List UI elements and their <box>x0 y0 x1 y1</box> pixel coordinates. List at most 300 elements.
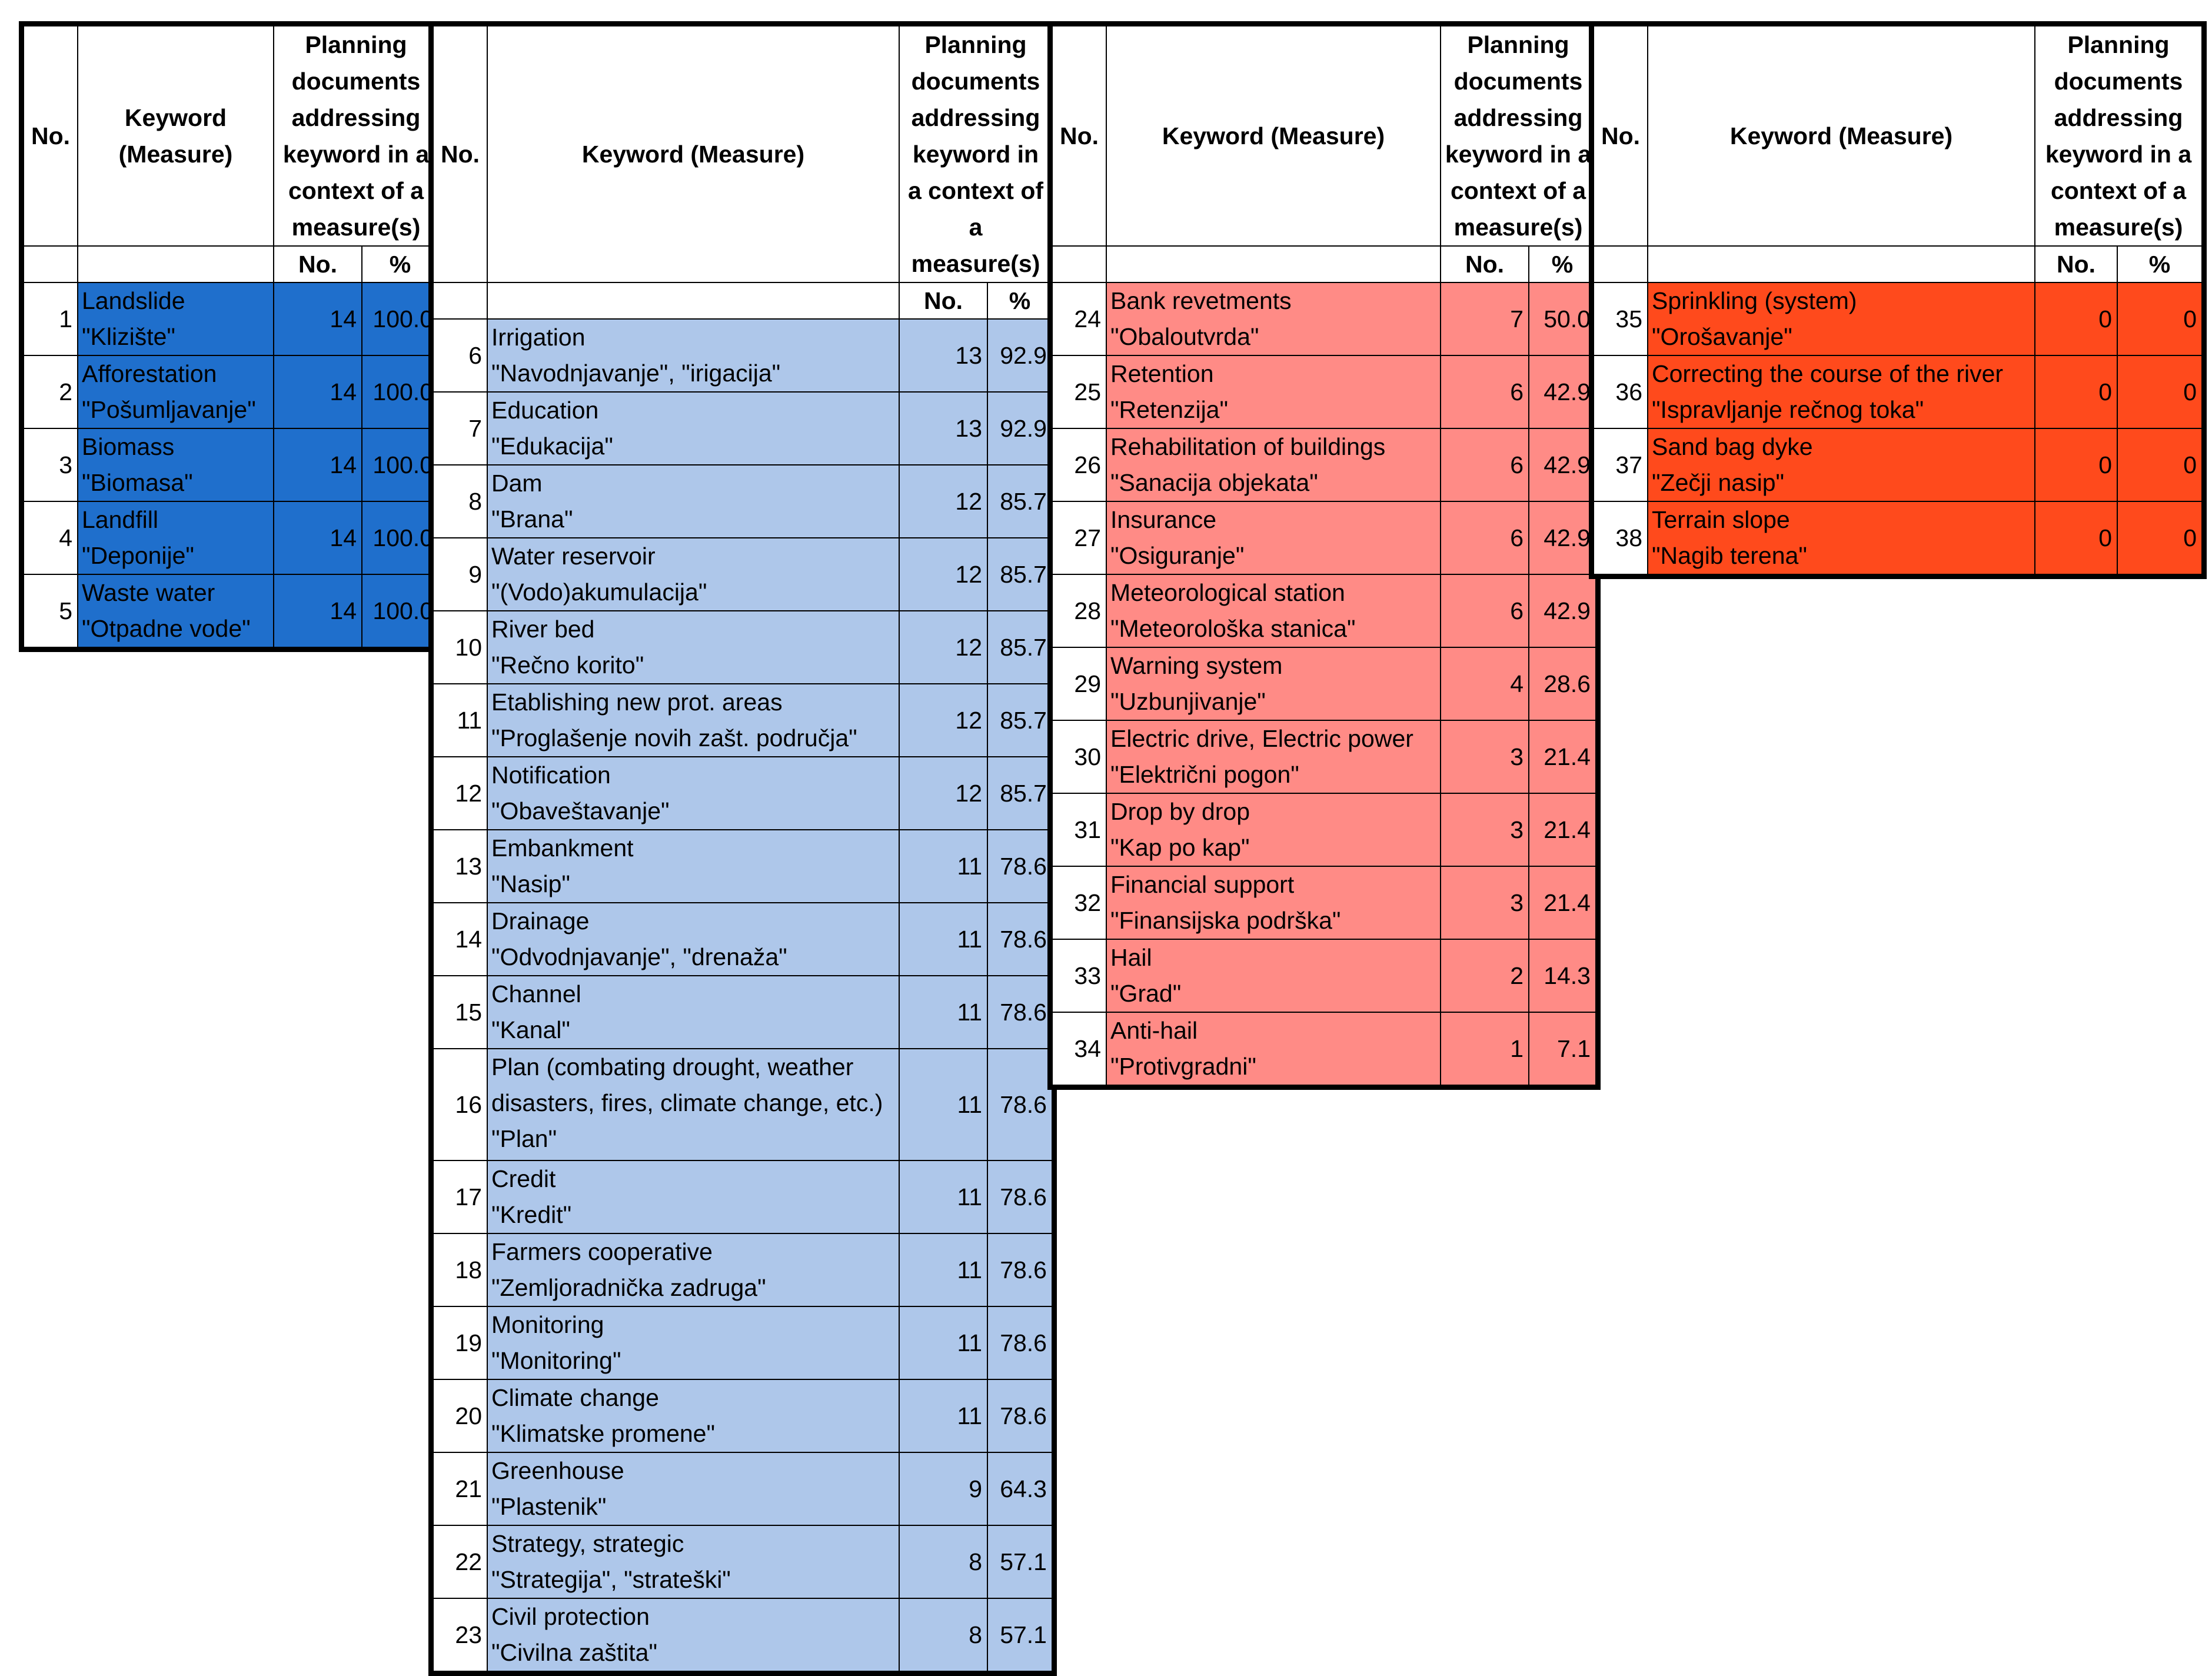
document-count: 14 <box>274 428 362 501</box>
keyword-serbian: "Civilna zaštita" <box>491 1639 658 1666</box>
keyword-english-continued: disasters, fires, climate change, etc.) <box>491 1089 883 1116</box>
keyword-english: Landfill <box>82 506 158 533</box>
document-percent: 0 <box>2117 355 2202 428</box>
keyword-cell <box>1648 428 2035 501</box>
row-number: 6 <box>433 319 487 392</box>
document-count: 8 <box>899 1525 987 1598</box>
document-percent: 14.3 <box>1529 939 1596 1012</box>
keyword-serbian: "Monitoring" <box>491 1347 621 1374</box>
document-percent: 42.9 <box>1529 428 1596 501</box>
keyword-serbian: "Rečno korito" <box>491 651 644 679</box>
document-percent: 42.9 <box>1529 355 1596 428</box>
row-number: 16 <box>433 1049 487 1160</box>
table-row <box>433 465 1052 538</box>
keyword-serbian: "Odvodnjavanje", "drenaža" <box>491 943 787 970</box>
document-percent: 7.1 <box>1529 1012 1596 1085</box>
table-row <box>24 574 438 647</box>
row-number: 37 <box>1594 428 1648 501</box>
keyword-serbian: "Zečji nasip" <box>1652 469 1785 496</box>
keyword-cell <box>487 1233 899 1306</box>
keyword-serbian: "Proglašenje novih zašt. područja" <box>491 724 857 751</box>
document-percent: 78.6 <box>987 1306 1052 1379</box>
document-percent: 85.7 <box>987 757 1052 830</box>
document-percent: 0 <box>2117 282 2202 355</box>
document-count: 12 <box>899 684 987 757</box>
keyword-serbian: "Električni pogon" <box>1110 761 1299 788</box>
header-keyword: Keyword (Measure) <box>487 26 899 282</box>
document-percent: 85.7 <box>987 684 1052 757</box>
row-number: 17 <box>433 1160 487 1233</box>
row-number: 25 <box>1052 355 1106 428</box>
table-row <box>1594 282 2202 355</box>
keyword-english: Credit <box>491 1165 556 1192</box>
subheader-percent: % <box>987 282 1052 319</box>
document-count: 11 <box>899 1306 987 1379</box>
document-percent: 92.9 <box>987 319 1052 392</box>
row-number: 19 <box>433 1306 487 1379</box>
header-keyword: Keyword (Measure) <box>78 26 274 246</box>
keyword-serbian: "Otpadne vode" <box>82 615 251 642</box>
keyword-serbian: "Obaveštavanje" <box>491 797 670 824</box>
table-row <box>433 538 1052 611</box>
keyword-serbian: "Plan" <box>491 1125 557 1152</box>
keyword-english: Embankment <box>491 834 634 862</box>
keyword-serbian: "Obaloutvrda" <box>1110 323 1259 350</box>
row-number: 22 <box>433 1525 487 1598</box>
document-count: 6 <box>1441 501 1529 574</box>
keyword-table <box>433 25 1053 1672</box>
row-number: 2 <box>24 355 78 428</box>
row-number: 10 <box>433 611 487 684</box>
document-percent: 64.3 <box>987 1452 1052 1525</box>
keyword-english: Insurance <box>1110 506 1217 533</box>
keyword-cell <box>78 428 274 501</box>
keyword-cell <box>1106 720 1441 793</box>
keyword-cell <box>487 1049 899 1160</box>
table-row <box>24 501 438 574</box>
keyword-english: Farmers cooperative <box>491 1238 713 1265</box>
document-count: 3 <box>1441 720 1529 793</box>
keyword-panel-2 <box>428 21 1057 1676</box>
keyword-cell <box>487 1525 899 1598</box>
table-row <box>433 903 1052 976</box>
document-count: 12 <box>899 757 987 830</box>
row-number: 20 <box>433 1379 487 1452</box>
keyword-english: Climate change <box>491 1384 659 1411</box>
keyword-table <box>23 25 439 648</box>
subheader-count: No. <box>1441 246 1529 282</box>
document-count: 6 <box>1441 428 1529 501</box>
document-percent: 0 <box>2117 428 2202 501</box>
keyword-serbian: "(Vodo)akumulacija" <box>491 578 707 606</box>
keyword-serbian: "Klizište" <box>82 323 175 350</box>
keyword-serbian: "Kap po kap" <box>1110 834 1250 861</box>
keyword-cell <box>1106 282 1441 355</box>
keyword-english: Sand bag dyke <box>1652 433 1813 460</box>
keyword-cell <box>1106 866 1441 939</box>
keyword-english: Terrain slope <box>1652 506 1790 533</box>
row-number: 4 <box>24 501 78 574</box>
keyword-english: Hail <box>1110 944 1152 971</box>
keyword-serbian: "Osiguranje" <box>1110 542 1245 569</box>
document-count: 7 <box>1441 282 1529 355</box>
keyword-serbian: "Kanal" <box>491 1016 570 1043</box>
row-number: 1 <box>24 282 78 355</box>
document-percent: 100.0 <box>362 501 438 574</box>
keyword-english: Education <box>491 397 599 424</box>
keyword-english: Meteorological station <box>1110 579 1345 606</box>
keyword-english: Civil protection <box>491 1603 650 1630</box>
keyword-cell <box>1106 574 1441 647</box>
keyword-cell <box>487 1379 899 1452</box>
keyword-english: Dam <box>491 470 543 497</box>
table-row <box>1594 428 2202 501</box>
keyword-cell <box>487 538 899 611</box>
keyword-english: Afforestation <box>82 360 217 387</box>
keyword-english: Landslide <box>82 287 185 314</box>
document-percent: 78.6 <box>987 1233 1052 1306</box>
keyword-serbian: "Sanacija objekata" <box>1110 469 1318 496</box>
table-row <box>433 1379 1052 1452</box>
keyword-cell <box>487 757 899 830</box>
document-count: 3 <box>1441 793 1529 866</box>
document-count: 2 <box>1441 939 1529 1012</box>
table-row <box>433 319 1052 392</box>
keyword-serbian: "Zemljoradnička zadruga" <box>491 1274 766 1301</box>
table-row <box>433 1306 1052 1379</box>
document-count: 0 <box>2035 501 2117 574</box>
table-row <box>24 282 438 355</box>
keyword-english: Irrigation <box>491 324 586 351</box>
table-row <box>1052 355 1596 428</box>
header-keyword: Keyword (Measure) <box>1648 26 2035 246</box>
document-percent: 21.4 <box>1529 866 1596 939</box>
subheader-count: No. <box>899 282 987 319</box>
table-row <box>433 1160 1052 1233</box>
keyword-cell <box>1106 355 1441 428</box>
table-row <box>433 976 1052 1049</box>
keyword-serbian: "Klimatske promene" <box>491 1420 716 1447</box>
document-percent: 100.0 <box>362 282 438 355</box>
row-number: 14 <box>433 903 487 976</box>
keyword-serbian: "Meteorološka stanica" <box>1110 615 1356 642</box>
row-number: 31 <box>1052 793 1106 866</box>
keyword-serbian: "Orošavanje" <box>1652 323 1792 350</box>
row-number: 35 <box>1594 282 1648 355</box>
row-number: 7 <box>433 392 487 465</box>
row-number: 36 <box>1594 355 1648 428</box>
document-count: 11 <box>899 1049 987 1160</box>
keyword-cell <box>78 574 274 647</box>
row-number: 27 <box>1052 501 1106 574</box>
keyword-cell <box>487 1160 899 1233</box>
keyword-table <box>1052 25 1596 1086</box>
document-count: 12 <box>899 465 987 538</box>
row-number: 33 <box>1052 939 1106 1012</box>
row-number: 38 <box>1594 501 1648 574</box>
table-row <box>433 1049 1052 1160</box>
keyword-cell <box>1106 428 1441 501</box>
keyword-english: Channel <box>491 980 581 1007</box>
keyword-serbian: "Brana" <box>491 506 573 533</box>
table-row <box>433 1452 1052 1525</box>
document-percent: 78.6 <box>987 830 1052 903</box>
table-row <box>1052 428 1596 501</box>
keyword-cell <box>1106 647 1441 720</box>
header-planning-documents: Planning documents addressing keyword in a context of a measure(s) <box>2035 26 2202 246</box>
document-count: 12 <box>899 611 987 684</box>
keyword-serbian: "Retenzija" <box>1110 396 1229 423</box>
row-number: 5 <box>24 574 78 647</box>
table-row <box>1052 1012 1596 1085</box>
table-row <box>1052 720 1596 793</box>
keyword-serbian: "Uzbunjivanje" <box>1110 688 1266 715</box>
document-count: 6 <box>1441 574 1529 647</box>
document-count: 11 <box>899 903 987 976</box>
subheader-blank <box>1648 246 2035 282</box>
table-row <box>433 1598 1052 1671</box>
keyword-cell <box>487 1598 899 1671</box>
row-number: 30 <box>1052 720 1106 793</box>
document-percent: 78.6 <box>987 903 1052 976</box>
keyword-cell <box>1648 282 2035 355</box>
keyword-english: Warning system <box>1110 652 1283 679</box>
row-number: 8 <box>433 465 487 538</box>
keyword-panel-1 <box>19 21 443 652</box>
document-count: 14 <box>274 355 362 428</box>
header-no: No. <box>1594 26 1648 246</box>
document-percent: 85.7 <box>987 465 1052 538</box>
keyword-cell <box>487 830 899 903</box>
keyword-serbian: "Biomasa" <box>82 469 193 496</box>
header-no: No. <box>1052 26 1106 246</box>
subheader-percent: % <box>2117 246 2202 282</box>
document-percent: 85.7 <box>987 538 1052 611</box>
keyword-serbian: "Kredit" <box>491 1201 572 1228</box>
subheader-blank <box>1106 246 1441 282</box>
table-row <box>1594 501 2202 574</box>
header-no: No. <box>24 26 78 246</box>
keyword-cell <box>487 465 899 538</box>
document-percent: 57.1 <box>987 1525 1052 1598</box>
document-percent: 92.9 <box>987 392 1052 465</box>
keyword-serbian: "Nagib terena" <box>1652 542 1807 569</box>
row-number: 9 <box>433 538 487 611</box>
table-row <box>1052 282 1596 355</box>
keyword-serbian: "Finansijska podrška" <box>1110 907 1341 934</box>
row-number: 34 <box>1052 1012 1106 1085</box>
document-count: 8 <box>899 1598 987 1671</box>
document-count: 11 <box>899 1233 987 1306</box>
document-count: 11 <box>899 830 987 903</box>
keyword-serbian: "Deponije" <box>82 542 194 569</box>
document-count: 14 <box>274 282 362 355</box>
table-row <box>24 355 438 428</box>
keyword-english: Drop by drop <box>1110 798 1250 825</box>
table-row <box>1052 647 1596 720</box>
row-number: 21 <box>433 1452 487 1525</box>
table-row <box>1052 939 1596 1012</box>
table-row <box>433 830 1052 903</box>
document-count: 11 <box>899 1379 987 1452</box>
row-number: 11 <box>433 684 487 757</box>
keyword-english: Etablishing new prot. areas <box>491 689 783 716</box>
keyword-english: Water reservoir <box>491 543 656 570</box>
keyword-english: River bed <box>491 616 595 643</box>
subheader-count: No. <box>274 246 362 282</box>
document-percent: 100.0 <box>362 574 438 647</box>
table-row <box>433 1525 1052 1598</box>
table-row <box>433 757 1052 830</box>
table-row <box>1594 355 2202 428</box>
keyword-serbian: "Strategija", "strateški" <box>491 1566 731 1593</box>
keyword-english: Plan (combating drought, weather <box>491 1053 854 1080</box>
header-planning-documents: Planning documents addressing keyword in a context of a measure(s) <box>899 26 1052 282</box>
row-number: 12 <box>433 757 487 830</box>
header-no: No. <box>433 26 487 282</box>
keyword-english: Notification <box>491 761 611 789</box>
keyword-serbian: "Grad" <box>1110 980 1182 1007</box>
row-number: 28 <box>1052 574 1106 647</box>
document-count: 12 <box>899 538 987 611</box>
document-percent: 21.4 <box>1529 720 1596 793</box>
document-count: 11 <box>899 976 987 1049</box>
subheader-blank <box>1594 246 1648 282</box>
keyword-cell <box>487 611 899 684</box>
document-percent: 42.9 <box>1529 574 1596 647</box>
keyword-english: Greenhouse <box>491 1457 624 1484</box>
table-row <box>1052 793 1596 866</box>
document-percent: 28.6 <box>1529 647 1596 720</box>
table-row <box>433 684 1052 757</box>
keyword-english: Bank revetments <box>1110 287 1292 314</box>
keyword-table <box>1593 25 2203 575</box>
keyword-english: Anti-hail <box>1110 1017 1198 1044</box>
document-count: 0 <box>2035 428 2117 501</box>
row-number: 29 <box>1052 647 1106 720</box>
document-count: 14 <box>274 501 362 574</box>
document-percent: 100.0 <box>362 428 438 501</box>
keyword-cell <box>78 282 274 355</box>
keyword-cell <box>487 319 899 392</box>
keyword-cell <box>78 355 274 428</box>
document-count: 13 <box>899 392 987 465</box>
keyword-serbian: "Pošumljavanje" <box>82 396 256 423</box>
document-percent: 21.4 <box>1529 793 1596 866</box>
keyword-cell <box>1648 501 2035 574</box>
keyword-cell <box>1106 1012 1441 1085</box>
keyword-cell <box>1106 939 1441 1012</box>
keyword-cell <box>78 501 274 574</box>
document-percent: 78.6 <box>987 1049 1052 1160</box>
keyword-cell <box>487 903 899 976</box>
subheader-blank <box>24 246 78 282</box>
keyword-cell <box>487 976 899 1049</box>
document-count: 14 <box>274 574 362 647</box>
table-row <box>24 428 438 501</box>
keyword-cell <box>1106 793 1441 866</box>
subheader-percent: % <box>1529 246 1596 282</box>
keyword-english: Monitoring <box>491 1311 604 1338</box>
keyword-english: Financial support <box>1110 871 1295 898</box>
document-count: 0 <box>2035 282 2117 355</box>
document-percent: 78.6 <box>987 1160 1052 1233</box>
subheader-blank <box>487 282 899 319</box>
keyword-cell <box>487 684 899 757</box>
keyword-english: Waste water <box>82 579 215 606</box>
document-count: 11 <box>899 1160 987 1233</box>
table-row <box>1052 866 1596 939</box>
row-number: 26 <box>1052 428 1106 501</box>
subheader-blank <box>78 246 274 282</box>
keyword-english: Strategy, strategic <box>491 1530 684 1557</box>
document-count: 4 <box>1441 647 1529 720</box>
document-percent: 85.7 <box>987 611 1052 684</box>
keyword-english: Drainage <box>491 907 590 935</box>
document-percent: 50.0 <box>1529 282 1596 355</box>
row-number: 15 <box>433 976 487 1049</box>
document-percent: 57.1 <box>987 1598 1052 1671</box>
table-row <box>433 392 1052 465</box>
document-count: 13 <box>899 319 987 392</box>
keyword-cell <box>487 392 899 465</box>
keyword-serbian: "Edukacija" <box>491 433 613 460</box>
keyword-cell <box>1648 355 2035 428</box>
document-percent: 100.0 <box>362 355 438 428</box>
keyword-cell <box>487 1452 899 1525</box>
keyword-panel-4 <box>1589 21 2207 579</box>
subheader-percent: % <box>362 246 438 282</box>
keyword-english: Electric drive, Electric power <box>1110 725 1413 752</box>
header-keyword: Keyword (Measure) <box>1106 26 1441 246</box>
keyword-english: Biomass <box>82 433 175 460</box>
keyword-serbian: "Ispravljanje rečnog toka" <box>1652 396 1924 423</box>
keyword-serbian: "Navodnjavanje", "irigacija" <box>491 360 781 387</box>
row-number: 3 <box>24 428 78 501</box>
keyword-serbian: "Plastenik" <box>491 1493 607 1520</box>
row-number: 13 <box>433 830 487 903</box>
document-count: 1 <box>1441 1012 1529 1085</box>
header-planning-documents: Planning documents addressing keyword in a context of a measure(s) <box>1441 26 1596 246</box>
document-count: 0 <box>2035 355 2117 428</box>
table-row <box>1052 501 1596 574</box>
document-percent: 0 <box>2117 501 2202 574</box>
subheader-blank <box>433 282 487 319</box>
header-planning-documents: Planning documents addressing keyword in a context of a measure(s) <box>274 26 438 246</box>
document-count: 6 <box>1441 355 1529 428</box>
document-count: 9 <box>899 1452 987 1525</box>
keyword-english: Sprinkling (system) <box>1652 287 1857 314</box>
keyword-cell <box>1106 501 1441 574</box>
row-number: 24 <box>1052 282 1106 355</box>
keyword-cell <box>487 1306 899 1379</box>
row-number: 32 <box>1052 866 1106 939</box>
keyword-english: Rehabilitation of buildings <box>1110 433 1386 460</box>
keyword-english: Retention <box>1110 360 1214 387</box>
document-percent: 78.6 <box>987 1379 1052 1452</box>
document-percent: 42.9 <box>1529 501 1596 574</box>
document-count: 3 <box>1441 866 1529 939</box>
row-number: 18 <box>433 1233 487 1306</box>
table-row <box>1052 574 1596 647</box>
keyword-serbian: "Protivgradni" <box>1110 1053 1256 1080</box>
keyword-serbian: "Nasip" <box>491 870 570 897</box>
table-row <box>433 1233 1052 1306</box>
row-number: 23 <box>433 1598 487 1671</box>
keyword-panel-3 <box>1047 21 1601 1090</box>
subheader-count: No. <box>2035 246 2117 282</box>
table-row <box>433 611 1052 684</box>
